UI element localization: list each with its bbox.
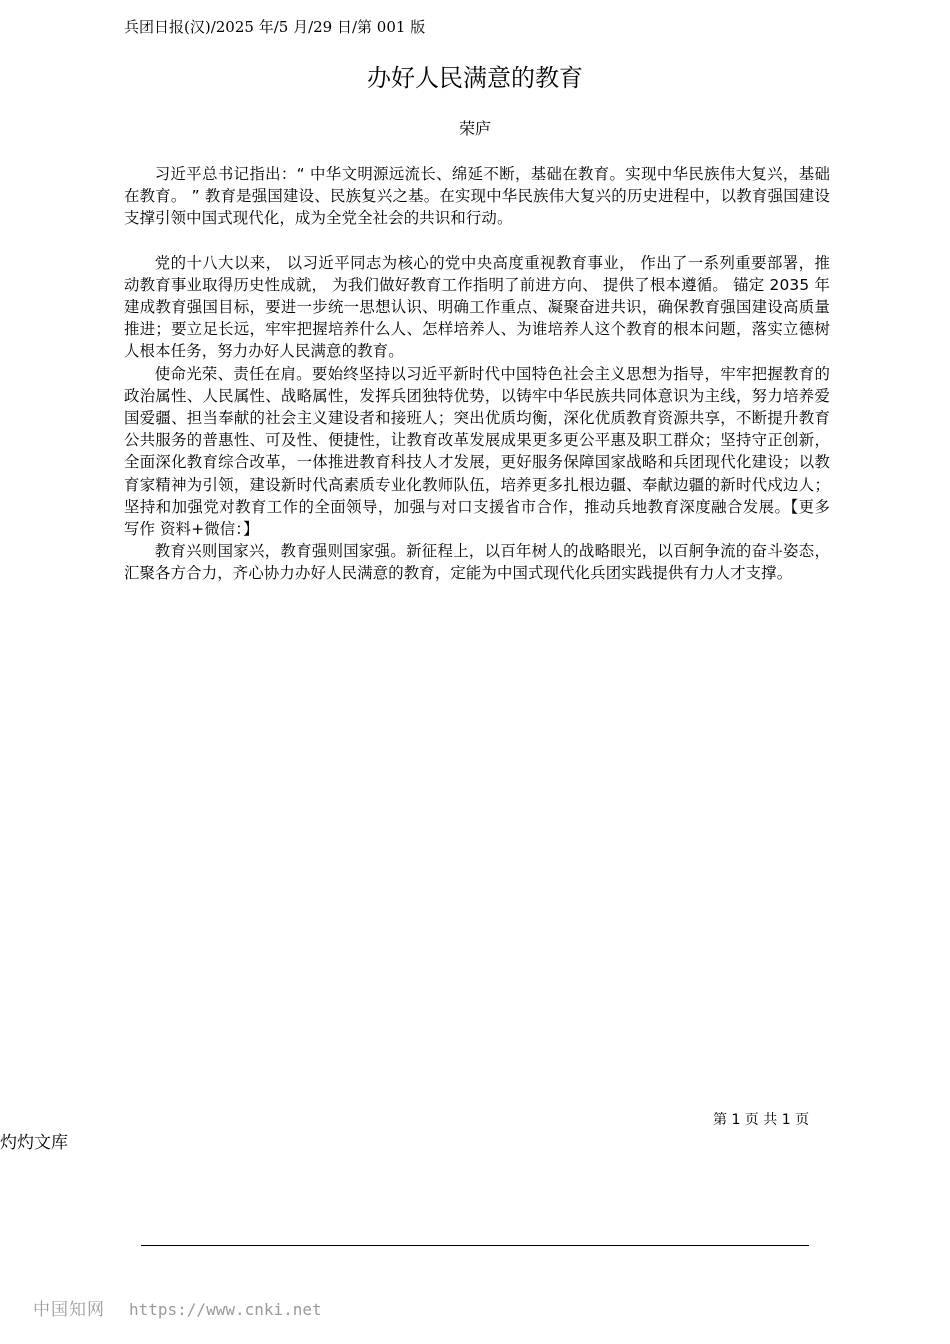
footer-divider <box>141 1245 809 1246</box>
article-paragraph-4: 教育兴则国家兴，教育强则国家强。新征程上，以百年树人的战略眼光，以百舸争流的奋斗姿态，汇聚各方合力，齐心协力办好人民满意的教育，定能为中国式现代化兵团实践提供有力人才支撑。 <box>124 542 830 583</box>
article-paragraph-1: 习近平总书记指出：“ 中华文明源远流长、绵延不断，基础在教育。实现中华民族伟大复兴，基础在教育。 ” 教育是强国建设、民族复兴之基。在实现中华民族伟大复兴的历史进程中，以教育强国建设支撑引领中国式现代化，成为全党全社会的共识和行动。 <box>124 165 830 228</box>
article-author: 荣庐 <box>458 119 491 138</box>
article-paragraph-2: 党的十八大以来， 以习近平同志为核心的党中央高度重视教育事业， 作出了一系列重要部署，推动教育事业取得历史性成就， 为我们做好教育工作指明了前进方向、 提供了根本遵循。 锚定 2035 年建成教育强国目标，要进一步统一思想认识、明确工作重点、凝聚奋进共识，确保教育强国建设高质量推进；要立足长远，牢牢把握培养什么人、怎样培养人、为谁培养人这个教育的根本问题，落实立德树人根本任务，努力办好人民满意的教育。 <box>124 253 830 361</box>
watermark-text: 灼灼文库 <box>0 1133 68 1153</box>
footer <box>33 1295 322 1320</box>
page-number: 第 1 页 共 1 页 <box>713 1112 810 1128</box>
article-body <box>124 163 830 585</box>
article-title: 办好人民满意的教育 <box>367 64 583 92</box>
newspaper-source-header: 兵团日报(汉)/2025 年/5 月/29 日/第 001 版 <box>124 18 426 36</box>
article-paragraph-3: 使命光荣、责任在肩。要始终坚持以习近平新时代中国特色社会主义思想为指导，牢牢把握教育的政治属性、人民属性、战略属性，发挥兵团独特优势，以铸牢中华民族共同体意识为主线，努力培养爱国爱疆、担当奉献的社会主义建设者和接班人；突出优质均衡，深化优质教育资源共享，不断提升教育公共服务的普惠性、可及性、便捷性，让教育改革发展成果更多更公平惠及职工群众；坚持守正创新，全面深化教育综合改革，一体推进教育科技人才发展，更好服务保障国家战略和兵团现代化建设；以教育家精神为引领，建设新时代高素质专业化教师队伍，培养更多扎根边疆、奉献边疆的新时代戍边人；坚持和加强党对教育工作的全面领导，加强与对口支援省市合作，推动兵地教育深度融合发展。【更多写作 资料+微信：】 <box>124 364 830 539</box>
footer-url-link[interactable]: https://www.cnki.net <box>129 1300 322 1319</box>
footer-brand: 中国知网 <box>33 1300 105 1320</box>
